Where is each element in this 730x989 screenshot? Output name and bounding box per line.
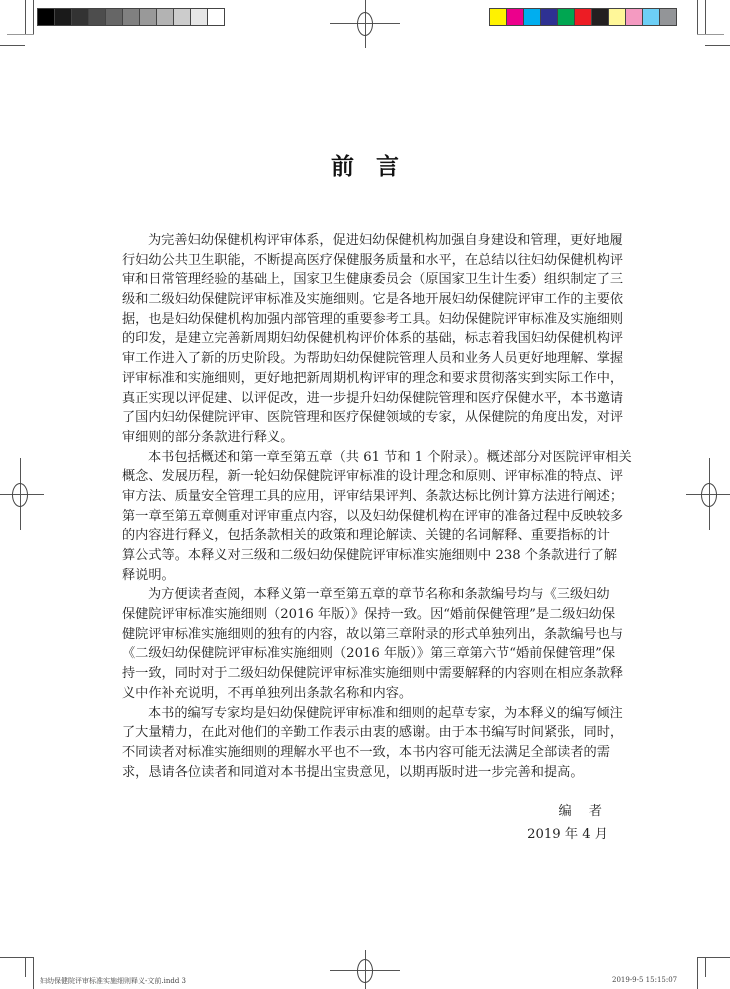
page-title: 前言 [331, 153, 421, 180]
text-line: 的内容进行释义，包括条款相关的政策和理论解读、关键的名词解释、重要指标的计 [122, 528, 610, 544]
text-line: 概念、发展历程，新一轮妇幼保健院评审标准的设计理念和原则、评审标准的特点、评 [122, 469, 624, 485]
color-swatch [541, 9, 558, 25]
color-swatch [592, 9, 609, 25]
color-swatch [626, 9, 643, 25]
text-line: 第一章至第五章侧重对评审重点内容，以及妇幼保健机构在评审的准备过程中反映较多 [122, 508, 624, 524]
paragraph [122, 704, 624, 783]
paragraph [122, 448, 632, 586]
footer-timestamp: 2019-9-5 15:15:07 [612, 976, 678, 984]
text-line: 保健院评审标准实施细则（2016 年版）》保持一致。因“婚前保健管理”是二级妇幼保 [122, 607, 616, 623]
text-line: 持一致，同时对于二级妇幼保健院评审标准实施细则中需要解释的内容则在相应条款释 [122, 666, 624, 682]
gray-swatch [157, 9, 174, 25]
gray-swatch [72, 9, 89, 25]
gray-swatch [191, 9, 208, 25]
text-line: 据，也是妇幼保健机构加强内部管理的重要参考工具。妇幼保健院评审标准及实施细则 [122, 311, 624, 327]
color-swatch [609, 9, 626, 25]
text-line: 的印发，是建立完善新周期妇幼保健机构评价体系的基础，标志着我国妇幼保健机构评 [122, 331, 624, 347]
text-line: 本书的编写专家均是妇幼保健院评审标准和细则的起草专家，为本释义的编写倾注 [148, 705, 623, 721]
text-line: 行妇幼公共卫生职能，不断提高医疗保健服务质量和水平，在总结以往妇幼保健机构评 [122, 252, 624, 268]
color-swatch [643, 9, 660, 25]
gray-swatch [55, 9, 72, 25]
text-line: 级和二级妇幼保健院评审标准及实施细则。它是各地开展妇幼保健院评审工作的主要依 [122, 292, 624, 308]
text-line: 评审标准和实施细则，更好地把新周期机构评审的理念和要求贯彻落实到实际工作中， [122, 370, 624, 386]
text-line: 义中作补充说明，不再单独列出条款名称和内容。 [122, 685, 413, 701]
text-line: 释说明。 [122, 567, 175, 583]
text-line: 不同读者对标准实施细则的理解水平也不一致，本书内容可能无法满足全部读者的需 [122, 744, 610, 760]
paragraph [122, 231, 624, 448]
gray-swatch [38, 9, 55, 25]
text-line: 健院评审标准实施细则的独有的内容，故以第三章附录的形式单独列出，条款编号也与 [122, 626, 624, 642]
text-line: 为方便读者查阅，本释义第一章至第五章的章节名称和条款编号均与《三级妇幼 [148, 587, 610, 603]
text-line: 审工作进入了新的历史阶段。为帮助妇幼保健院管理人员和业务人员更好地理解、掌握 [122, 351, 624, 367]
process-color-bar [489, 8, 677, 26]
gray-swatch [174, 9, 191, 25]
color-swatch [524, 9, 541, 25]
text-line: 审方法、质量安全管理工具的应用，评审结果评判、条款达标比例计算方法进行阐述； [122, 488, 624, 504]
gray-swatch [106, 9, 123, 25]
signature-author: 编 者 [558, 804, 604, 819]
gray-swatch [89, 9, 106, 25]
text-line: 为完善妇幼保健机构评审体系，促进妇幼保健机构加强自身建设和管理，更好地履 [148, 233, 623, 248]
text-line: 真正实现以评促建、以评促改，进一步提升妇幼保健院管理和医疗保健水平，本书邀请 [122, 390, 624, 406]
gray-swatch [123, 9, 140, 25]
text-line: 审和日常管理经验的基础上，国家卫生健康委员会（原国家卫生计生委）组织制定了三 [122, 272, 624, 288]
gray-swatch [208, 9, 224, 25]
preface-body [122, 231, 632, 782]
text-line: 《二级妇幼保健院评审标准实施细则（2016 年版）》第三章第六节“婚前保健管理”保 [122, 646, 616, 662]
text-line: 审细则的部分条款进行释义。 [122, 429, 294, 445]
text-line: 本书包括概述和第一章至第五章（共 61 节和 1 个附录）。概述部分对医院评审相关 [148, 449, 632, 465]
color-swatch [558, 9, 575, 25]
gray-swatch [140, 9, 157, 25]
text-line: 算公式等。本释义对三级和二级妇幼保健院评审标准实施细则中 238 个条款进行了解 [122, 548, 618, 563]
color-swatch [575, 9, 592, 25]
signature-date: 2019 年 4 月 [527, 827, 608, 842]
color-swatch [490, 9, 507, 25]
grayscale-color-bar [37, 8, 225, 26]
footer-filename: 妇幼保健院评审标准实施细则释义-文前.indd 3 [40, 977, 186, 985]
paragraph [122, 585, 624, 703]
text-line: 了大量精力，在此对他们的辛勤工作表示由衷的感谢。由于本书编写时间紧张，同时， [122, 725, 624, 741]
color-swatch [660, 9, 676, 25]
text-line: 了国内妇幼保健院评审、医院管理和医疗保健领域的专家，从保健院的角度出发，对评 [122, 410, 624, 426]
color-swatch [507, 9, 524, 25]
text-line: 求，恳请各位读者和同道对本书提出宝贵意见，以期再版时进一步完善和提高。 [122, 764, 584, 780]
